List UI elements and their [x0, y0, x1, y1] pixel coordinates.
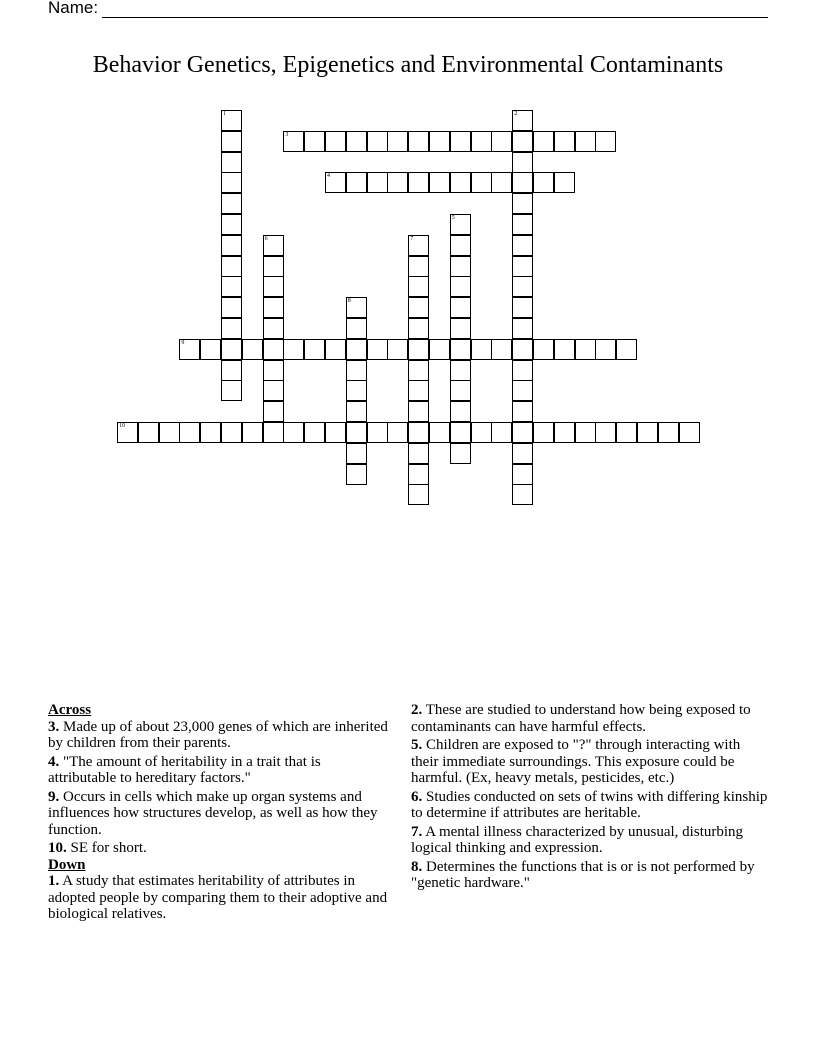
crossword-cell[interactable]: [221, 214, 242, 235]
crossword-cell[interactable]: [283, 339, 304, 360]
crossword-cell[interactable]: [533, 172, 554, 193]
crossword-cell[interactable]: [637, 422, 658, 443]
crossword-cell[interactable]: [346, 172, 367, 193]
crossword-cell[interactable]: [304, 422, 325, 443]
clue-number: 9: [181, 339, 185, 346]
crossword-cell[interactable]: [554, 339, 575, 360]
clue-down-8: 8. Determines the functions that is or is not performed by "genetic hardware.": [411, 858, 755, 891]
across-heading: Across: [48, 702, 92, 718]
clue-number: 7: [410, 235, 414, 242]
clue-down-1: 1. A study that estimates heritability of attributes in adopted people by comparing them to their adoptive and biological relatives.: [48, 873, 388, 922]
crossword-cell[interactable]: [471, 172, 492, 193]
crossword-cell[interactable]: [512, 339, 533, 360]
crossword-cell[interactable]: [221, 152, 242, 173]
crossword-cell[interactable]: [263, 380, 284, 401]
crossword-cell[interactable]: [450, 276, 471, 297]
crossword-cell[interactable]: [221, 276, 242, 297]
crossword-cell[interactable]: [242, 422, 263, 443]
crossword-cell[interactable]: [221, 380, 242, 401]
clue-number: 2: [514, 111, 518, 117]
crossword-cell[interactable]: [408, 422, 429, 443]
crossword-cell[interactable]: [512, 360, 533, 381]
crossword-cell[interactable]: [408, 339, 429, 360]
crossword-grid: [0, 0, 816, 520]
crossword-cell[interactable]: [263, 235, 284, 256]
crossword-cell[interactable]: [450, 401, 471, 422]
crossword-cell[interactable]: [491, 131, 512, 152]
crossword-cell[interactable]: [595, 339, 616, 360]
clues-left-column: [48, 702, 390, 925]
clue-across-4: 4. "The amount of heritability in a trait that is attributable to hereditary factors.": [48, 753, 321, 786]
clue-down-5: 5. Children are exposed to "?" through interacting with their immediate surroundings. This exposure could be harmful. (Ex, heavy metals, pesticides, etc.): [411, 737, 741, 786]
crossword-cell[interactable]: [429, 131, 450, 152]
crossword-cell[interactable]: [554, 131, 575, 152]
crossword-cell[interactable]: [263, 297, 284, 318]
crossword-cell[interactable]: [450, 318, 471, 339]
crossword-cell[interactable]: [595, 422, 616, 443]
crossword-cell[interactable]: [554, 422, 575, 443]
crossword-cell[interactable]: [595, 131, 616, 152]
crossword-cell[interactable]: [471, 422, 492, 443]
crossword-cell[interactable]: [512, 214, 533, 235]
crossword-cell[interactable]: [450, 339, 471, 360]
crossword-cell[interactable]: [242, 339, 263, 360]
crossword-cell[interactable]: [221, 235, 242, 256]
crossword-cell[interactable]: [346, 339, 367, 360]
crossword-cell[interactable]: [221, 339, 242, 360]
crossword-cell[interactable]: [512, 464, 533, 485]
crossword-cell[interactable]: [450, 360, 471, 381]
crossword-cell[interactable]: [512, 193, 533, 214]
crossword-cell[interactable]: [408, 360, 429, 381]
crossword-cell[interactable]: [263, 360, 284, 381]
crossword-cell[interactable]: [450, 172, 471, 193]
crossword-cell[interactable]: [408, 276, 429, 297]
clue-number: 3: [285, 131, 289, 138]
crossword-cell[interactable]: [512, 484, 533, 505]
crossword-cell[interactable]: [263, 401, 284, 422]
crossword-cell[interactable]: [450, 214, 471, 235]
crossword-cell[interactable]: [367, 131, 388, 152]
crossword-cell[interactable]: [304, 339, 325, 360]
crossword-cell[interactable]: [512, 172, 533, 193]
crossword-cell[interactable]: [533, 422, 554, 443]
crossword-cell[interactable]: [325, 422, 346, 443]
clue-across-9: 9. Occurs in cells which make up organ systems and influences how structures develop, as well as how they function.: [48, 788, 378, 838]
crossword-cell[interactable]: [221, 297, 242, 318]
crossword-cell[interactable]: [512, 380, 533, 401]
crossword-cell[interactable]: [616, 422, 637, 443]
crossword-cell[interactable]: [325, 172, 346, 193]
crossword-cell[interactable]: [429, 172, 450, 193]
crossword-cell[interactable]: [679, 422, 700, 443]
clue-down-2: 2. These are studied to understand how being exposed to contaminants can have harmful effects.: [411, 702, 751, 735]
clue-number: 8: [347, 298, 351, 305]
crossword-cell[interactable]: [221, 131, 242, 152]
crossword-cell[interactable]: [263, 276, 284, 297]
crossword-cell[interactable]: [387, 422, 408, 443]
crossword-cell[interactable]: [471, 131, 492, 152]
down-heading: Down: [48, 856, 86, 873]
crossword-cell[interactable]: [221, 172, 242, 193]
crossword-cell[interactable]: [471, 339, 492, 360]
crossword-cell[interactable]: [346, 380, 367, 401]
crossword-cell[interactable]: [512, 256, 533, 277]
crossword-cell[interactable]: [408, 484, 429, 505]
crossword-cell[interactable]: [429, 339, 450, 360]
name-label: Name:: [48, 0, 99, 17]
crossword-cell[interactable]: [221, 422, 242, 443]
crossword-cell[interactable]: [346, 401, 367, 422]
clue-down-6: 6. Studies conducted on sets of twins with differing kinship to determine if attributes are heritable.: [411, 788, 768, 821]
puzzle-title: Behavior Genetics, Epigenetics and Environmental Contaminants: [92, 52, 724, 78]
crossword-cell[interactable]: [263, 318, 284, 339]
crossword-cell[interactable]: [263, 422, 284, 443]
crossword-cell[interactable]: [408, 235, 429, 256]
crossword-cell[interactable]: [179, 422, 200, 443]
crossword-cell[interactable]: [408, 297, 429, 318]
crossword-cell[interactable]: [200, 422, 221, 443]
crossword-cell[interactable]: [408, 380, 429, 401]
crossword-cell[interactable]: [512, 443, 533, 464]
clue-number: 1: [223, 111, 226, 117]
crossword-cell[interactable]: [387, 339, 408, 360]
crossword-cell[interactable]: [408, 443, 429, 464]
crossword-cell[interactable]: [387, 131, 408, 152]
crossword-cell[interactable]: [450, 256, 471, 277]
crossword-cell[interactable]: [283, 131, 304, 152]
crossword-cell[interactable]: [263, 339, 284, 360]
crossword-cell[interactable]: [450, 235, 471, 256]
crossword-cell[interactable]: [533, 131, 554, 152]
crossword-cell[interactable]: [575, 131, 596, 152]
crossword-cell[interactable]: [512, 235, 533, 256]
crossword-cell[interactable]: [512, 152, 533, 173]
crossword-cell[interactable]: [450, 380, 471, 401]
crossword-cell[interactable]: [283, 422, 304, 443]
crossword-cell[interactable]: [221, 193, 242, 214]
crossword-cell[interactable]: [367, 172, 388, 193]
crossword-cell[interactable]: [408, 131, 429, 152]
crossword-cell[interactable]: [450, 422, 471, 443]
crossword-cell[interactable]: [491, 339, 512, 360]
crossword-cell[interactable]: [346, 318, 367, 339]
crossword-cell[interactable]: [491, 422, 512, 443]
crossword-cell[interactable]: [408, 401, 429, 422]
crossword-cell[interactable]: [221, 318, 242, 339]
crossword-cell[interactable]: [491, 172, 512, 193]
crossword-cell[interactable]: [658, 422, 679, 443]
crossword-cell[interactable]: [512, 131, 533, 152]
crossword-cell[interactable]: [263, 256, 284, 277]
crossword-cell[interactable]: [533, 339, 554, 360]
crossword-cell[interactable]: [138, 422, 159, 443]
crossword-cell[interactable]: [387, 172, 408, 193]
crossword-cell[interactable]: [179, 339, 200, 360]
crossword-cell[interactable]: [346, 422, 367, 443]
crossword-cell[interactable]: [575, 339, 596, 360]
crossword-cell[interactable]: [408, 318, 429, 339]
crossword-cell[interactable]: [221, 360, 242, 381]
crossword-cell[interactable]: [325, 131, 346, 152]
crossword-cell[interactable]: [221, 110, 242, 131]
clue-number: 5: [451, 215, 455, 221]
clue-number: 4: [327, 173, 330, 180]
crossword-cell[interactable]: [575, 422, 596, 443]
crossword-cell[interactable]: [450, 131, 471, 152]
crossword-cell[interactable]: [304, 131, 325, 152]
crossword-cell[interactable]: [346, 360, 367, 381]
clue-across-10: 10. SE for short.: [48, 840, 147, 856]
crossword-cell[interactable]: [221, 256, 242, 277]
crossword-cell[interactable]: [512, 422, 533, 443]
clue-number: 10: [119, 423, 125, 429]
crossword-cell[interactable]: [346, 443, 367, 464]
crossword-cell[interactable]: [429, 422, 450, 443]
crossword-cell[interactable]: [512, 318, 533, 339]
crossword-cell[interactable]: [159, 422, 180, 443]
crossword-cell[interactable]: [346, 131, 367, 152]
crossword-cell[interactable]: [200, 339, 221, 360]
crossword-cell[interactable]: [408, 464, 429, 485]
crossword-cell[interactable]: [450, 297, 471, 318]
crossword-cell[interactable]: [512, 401, 533, 422]
crossword-cell[interactable]: [512, 276, 533, 297]
crossword-cell[interactable]: [512, 297, 533, 318]
crossword-cell[interactable]: [325, 339, 346, 360]
crossword-cell[interactable]: [117, 422, 138, 443]
crossword-cell[interactable]: [367, 339, 388, 360]
crossword-cell[interactable]: [346, 464, 367, 485]
crossword-cell[interactable]: [616, 339, 637, 360]
clues-right-column: [411, 702, 771, 894]
crossword-cell[interactable]: [408, 256, 429, 277]
clue-number: 6: [264, 235, 268, 242]
crossword-cell[interactable]: [512, 110, 533, 131]
crossword-cell[interactable]: [408, 172, 429, 193]
clue-across-3: 3. Made up of about 23,000 genes of which are inherited by children from their parents.: [48, 718, 388, 751]
crossword-cell[interactable]: [367, 422, 388, 443]
crossword-cell[interactable]: [554, 172, 575, 193]
crossword-cell[interactable]: [450, 443, 471, 464]
clue-down-7: 7. A mental illness characterized by unusual, disturbing logical thinking and expression.: [411, 823, 744, 856]
crossword-cell[interactable]: [346, 297, 367, 318]
